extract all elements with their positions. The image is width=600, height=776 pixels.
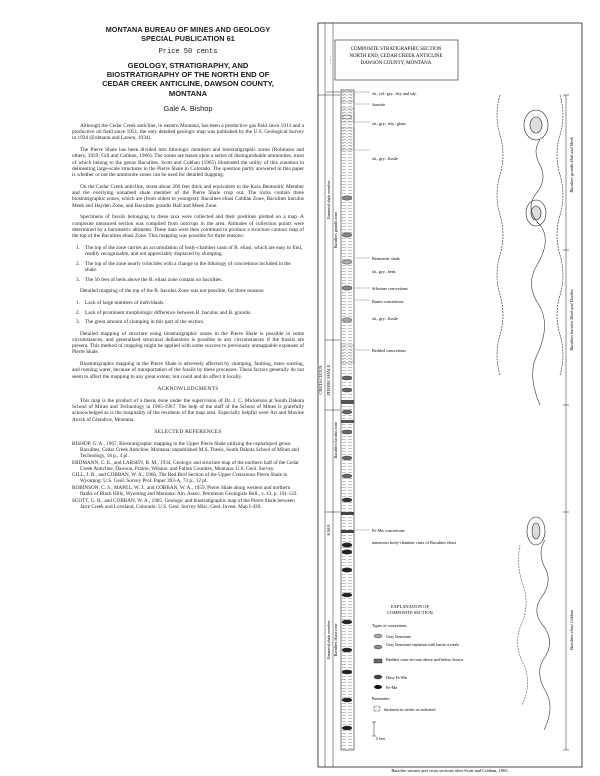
paragraph: Detailed mapping of the top of the B. baculus Zone was not possible, for three reasons: [80, 288, 265, 295]
zone-label: Baculites baculus zone [333, 421, 338, 459]
legend-item: Bentonites [372, 696, 390, 701]
zone-name: Baculites grandis Hall and Meek [569, 137, 574, 193]
paragraph: Although the Cedar Creek anticline, in eastern Montana, has been a productive gas field since 1913 and a productive oil field since 1951, the only detailed geologic map was published by the U.S. Geological Survey in 1934 (Erdmann and Larsen, 1934). [72, 122, 304, 142]
description: sh., gry., slty., glauc. [372, 121, 408, 126]
list-item: 2. The top of the zone nearly coincides with a change in the lithology of concretions included in the shale. [76, 260, 291, 274]
legend-subtitle: Types of concretions [372, 623, 407, 628]
series-label: CRETACEOUS [318, 365, 323, 395]
legend-item: Fe-Mn [386, 685, 398, 690]
paragraph: Biostratigraphic mapping in the Pierre Shale is adversely affected by slumping, faulting, mass wasting, and running water, because of transportation of the fossils by these processes. These factors generally do not seem to affect the mapping to any great extent, but could and do affect it locally. [72, 361, 304, 380]
member-label: KARA [326, 524, 331, 536]
price: Price 50 cents [158, 48, 218, 56]
reference: ERDMANN, C. E., and LARSEN, R. M., 1934, Geologic and structure map of the northern half of the Cedar Creek Anticline, Dawson, Prairie, Wibaux, and Fallon Counties, Montana: U.S. Geol. Survey. [72, 459, 299, 472]
reference: GILL, J. R., and COBBAN, W. A., 1966, The Red Bird Section of the Upper Cretaceous Pierre Shale in Wyoming: U.S. Geol. Survey Prof. Paper 393-A, 73 p., 12 pl. [72, 472, 288, 485]
legend-item: Dirty Fe-Mn [386, 675, 407, 680]
title-line: CEDAR CREEK ANTICLINE, DAWSON COUNTY, [102, 79, 274, 89]
zone-label: Baculites eliasi zone [333, 623, 338, 657]
series-line: SPECIAL PUBLICATION 61 [141, 34, 235, 43]
reference: ROBINSON, C. S., MAPEL, W. J., and COBBAN, W. A., 1959, Pierre Shale along western and northern flanks of Black Hills, Wyoming and Montana: Am. Assoc. Petroleum Geologists Bull., v. 43, p. 101-123. [72, 484, 298, 498]
list-item: 1. Lack of large numbers of individuals. [76, 299, 165, 306]
legend-item: Gray limestone septarian with barite crystals [386, 642, 460, 647]
reference: SCOTT, G. R., and COBBAN, W. A., 1965, Geologic and biostratigraphic map of the Pierre Shale between Jarre Creek and Loveland, Colorado: U.S. Geol. Survey Misc. Geol. Invest. Map I-439. [72, 497, 295, 510]
list-item: 2. Lack of prominent morphologic difference between B. baculus and B. grandis. [76, 309, 252, 316]
figure-frame [318, 23, 582, 767]
scale-bar-label: 5 feet [376, 736, 386, 741]
baculite-illustrations [497, 95, 563, 730]
legend-item: Gray limestone [386, 634, 412, 639]
zone-name: Baculites eliasi Cobban [569, 609, 574, 651]
publisher-line: MONTANA BUREAU OF MINES AND GEOLOGY [105, 25, 271, 34]
description: Bedded concretions [372, 348, 407, 353]
description: sh., gry., bent. [372, 269, 397, 274]
explanation-legend [372, 604, 463, 741]
paragraph: Detailed mapping of structure using biostratigraphic zones in the Pierre Shale is possible in some circumstances, and generalized structural delineation is possible in any circumstances if the fossils are present. This method of mapping might be applied with some success to previously unmappable expanses of Pierre Shale. [72, 330, 304, 356]
paragraph: Specimens of fossils belonging to these taxa were collected and their positions plotted on a map. A composite measured section was compiled from outcrops in the area. Altitudes of collection points were determined by a barometric altimeter. These data were then combined to produce a structure contour map of the top of the Baculites eliasi Zone. This mapping was possible for three reasons: [72, 214, 304, 240]
legend-item: thickness in inches as indicated [384, 707, 436, 712]
zone-label: Baculites grandis zone [333, 211, 338, 249]
member-label: Unnamed shale member [326, 180, 331, 220]
legend-title: COMPOSITE SECTION [387, 610, 433, 615]
legend-title: EXPLANATION OF [390, 604, 430, 609]
description: Fe-Mn concretions [372, 528, 405, 533]
section-title: NORTH END, CEDAR CREEK ANTICLINE [349, 54, 443, 59]
description: numerous body-chamber casts of Baculites eliasi [372, 540, 457, 545]
member-label: Unnamed shale member [326, 620, 331, 660]
description: Bentonitic shale [372, 256, 400, 261]
section-title: DAWSON COUNTY, MONTANA [360, 61, 432, 66]
section-title-box [335, 40, 458, 80]
title-line: GEOLOGY, STRATIGRAPHY, AND [127, 61, 249, 70]
list-item: 3. The 50 feet of beds above the B. eliasi zone contain no baculites. [76, 276, 223, 283]
list-item: 1. The top of the zone carries an accumulation of body-chamber casts of B. eliasi, which are easy to find, readily recognizable, and not appreciably displaced by slumping. [76, 244, 303, 258]
description: Siltstone concretions [372, 286, 408, 291]
acknowledgments-text: This map is the product of a thesis done under the supervision of Dr. J. C. Mickelson at South Dakota School of Mines and Technology in 1965-1967. The help of the staff of the School of Mines is gratefully acknowledged as is the hospitality of the residents of the map area. Especially helpful were Art and Maxine Anvik of Glendive, Montana. [72, 397, 304, 423]
legend-item: Bedded, cone-in-cone above and below, brown [386, 657, 463, 662]
section-title: COMPOSITE STRATIGRAPHIC SECTION [350, 47, 442, 52]
zone-name: Baculites baculus Meek and Hayden [569, 289, 574, 351]
lithology-descriptions [372, 91, 457, 545]
title-line: BIOSTRATIGRAPHY OF THE NORTH END OF [106, 70, 270, 80]
references-heading: SELECTED REFERENCES [154, 428, 222, 435]
description: sh., gry., fissile [372, 316, 398, 321]
column-label: _ _ _ [326, 56, 331, 64]
paragraph: On the Cedar Creek anticline, strata about 200 feet thick and equivalent to the Kara Bentonitic Member and the overlying unnamed shale member of the Pierre Shale crop out. The rocks contain three biostratigraphic zones, which are (from oldest to youngest): Baculites eliasi Cobban Zone, Baculites baculus Meek and Hayden Zone, and Baculites grandis Hall and Meek Zone. [72, 183, 304, 209]
author: Gale A. Bishop [163, 103, 213, 113]
description: sh., yel.-gry., slty and sdy. [372, 91, 417, 96]
description: Barite concretions [372, 299, 404, 304]
description: sh., gry., fissile [372, 156, 398, 161]
paragraph: The Pierre Shale has been divided into lithologic members and biostratigraphic zones (Robinson and others, 1959; Gill and Cobban, 1966). The zones are based upon a series of distinguishable ammonites, most of which belong to the genus Baculites. Scott and Cobban (1965) illustrated the utility of this zonation in delineating large-scale structures in the Pierre Shale in Colorado. The question partly answered in this paper is whether or not the ammonite zones can be used for detailed mapping. [72, 147, 304, 179]
description: Jarosite [372, 102, 386, 107]
acknowledgments-heading: ACKNOWLEDGMENTS [157, 385, 219, 392]
formation-label: PIERRE SHALE [326, 364, 331, 396]
reference: BISHOP, G. A., 1967, Biostratigraphic mapping in the Upper Pierre Shale utilizing the cephalopod genus Baculites, Cedar Creek Anticline, Montana: unpublished M.S. Thesis, South Dakota School of Mines and Technology, 18 p., 4 pl. [72, 440, 299, 459]
figure-caption: Baculite sutures and cross sections after Scott and Cobban, 1965. [391, 768, 509, 773]
title-line: MONTANA [168, 88, 208, 98]
list-item: 3. The great amount of slumping in this part of the section. [76, 319, 205, 326]
